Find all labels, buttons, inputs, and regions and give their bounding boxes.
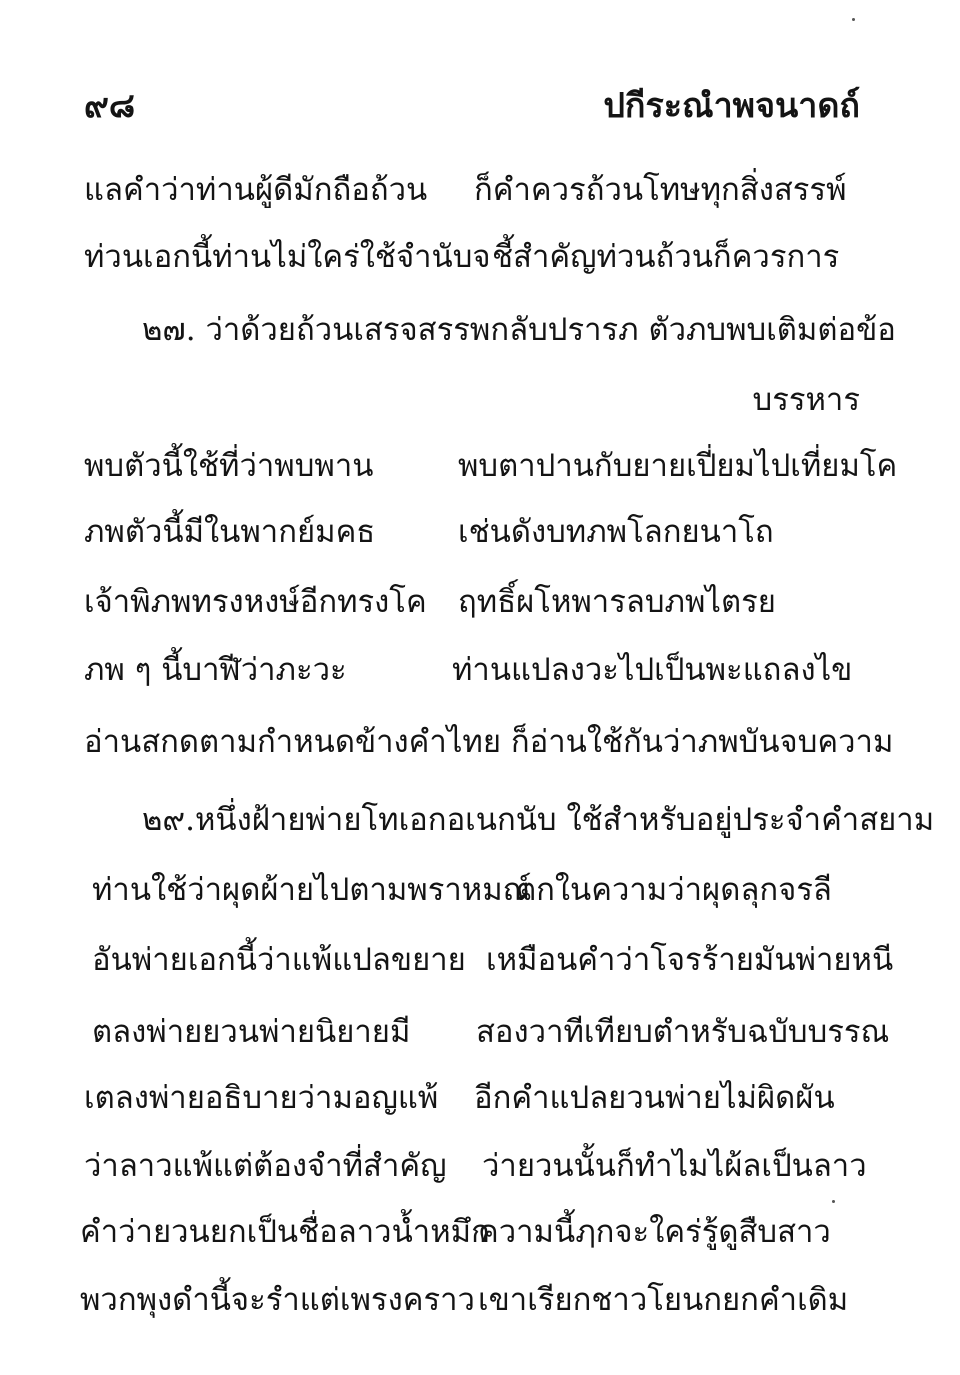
verse-line-left: พวกพุงดำนี้จะรำแต่เพรงคราว — [80, 1282, 475, 1318]
verse-line-left: พบตัวนี้ใช้ที่ว่าพบพาน — [84, 448, 374, 484]
section-heading: ๒๙.หนึ่งฝ้ายพ่ายโทเอกอเนกนับ ใช้สำหรับอยู่ประจำคำสยาม — [142, 802, 935, 838]
verse-line-left: คำว่ายวนยกเป็นชื่อลาวน้ำหมึก — [80, 1214, 490, 1250]
verse-line-right: อีกคำแปลยวนพ่ายไม่ผิดผัน — [474, 1080, 835, 1116]
verse-line-right: ตกในความว่าผุดลุกจรลี — [516, 872, 832, 908]
verse-line-left: ว่าลาวแพ้แต่ต้องจำที่สำคัญ — [84, 1148, 447, 1184]
section-heading: ๒๗. ว่าด้วยถ้วนเสรจสรรพกลับปรารภ ตัวภบพบเติมต่อข้อ — [142, 312, 896, 348]
verse-line-right: สองวาทีเทียบตำหรับฉบับบรรณ — [476, 1014, 890, 1050]
verse-line-left: แลคำว่าท่านผู้ดีมักถือถ้วน — [84, 172, 428, 208]
verse-line-right: เช่นดังบทภพโลกยนาโถ — [458, 514, 774, 550]
verse-line-left: เตลงพ่ายอธิบายว่ามอญแพ้ — [84, 1080, 439, 1116]
page-title: ปกีระณำพจนาดถ์ — [603, 86, 860, 126]
section-heading-continued: บรรหาร — [752, 382, 860, 418]
verse-line-left: ท่วนเอกนี้ท่านไม่ใคร่ใช้จำนับจ — [84, 239, 491, 275]
scan-speck — [832, 1200, 835, 1203]
verse-line-right: ความนี้ฦกจะใคร่รู้ดูสืบสาว — [478, 1214, 831, 1250]
verse-line-right: ท่านแปลงวะไปเป็นพะแถลงไข — [452, 652, 853, 688]
verse-line-left: ภพ ๆ นี้บาฬีว่าภะวะ — [84, 652, 347, 688]
verse-line-right: พบตาปานกับยายเปี่ยมไปเที่ยมโค — [458, 448, 898, 484]
scan-speck — [852, 18, 855, 21]
verse-line-left: อันพ่ายเอกนี้ว่าแพ้แปลขยาย — [92, 942, 466, 978]
verse-line-right: เหมือนคำว่าโจรร้ายมันพ่ายหนี — [486, 942, 894, 978]
verse-line-right: ว่ายวนนั้นก็ทำไมไผ้ลเป็นลาว — [482, 1148, 867, 1184]
verse-line-right: เขาเรียกชาวโยนกยกคำเดิม — [478, 1282, 849, 1318]
verse-line-left: เจ้าพิภพทรงหงษ์อีกทรงโค — [84, 584, 427, 620]
verse-line-left: ตลงพ่ายยวนพ่ายนิยายมี — [92, 1014, 411, 1050]
verse-line-right: ก็คำควรถ้วนโทษทุกสิ่งสรรพ์ — [474, 172, 847, 208]
verse-line-right: ชี้สำคัญท่วนถ้วนก็ควรการ — [492, 239, 840, 275]
verse-line-full: อ่านสกดตามกำหนดข้างคำไทย ก็อ่านใช้กันว่าภพบันจบความ — [84, 724, 894, 760]
verse-line-left: ภพตัวนี้มีในพากย์มคธ — [84, 514, 376, 550]
verse-line-left: ท่านใช้ว่าผุดผ้ายไปตามพราหมณ์ — [92, 872, 532, 908]
verse-line-right: ฤทธิ์ผโหพารลบภพไตรย — [458, 584, 776, 620]
page-number: ๙๘ — [84, 86, 136, 126]
